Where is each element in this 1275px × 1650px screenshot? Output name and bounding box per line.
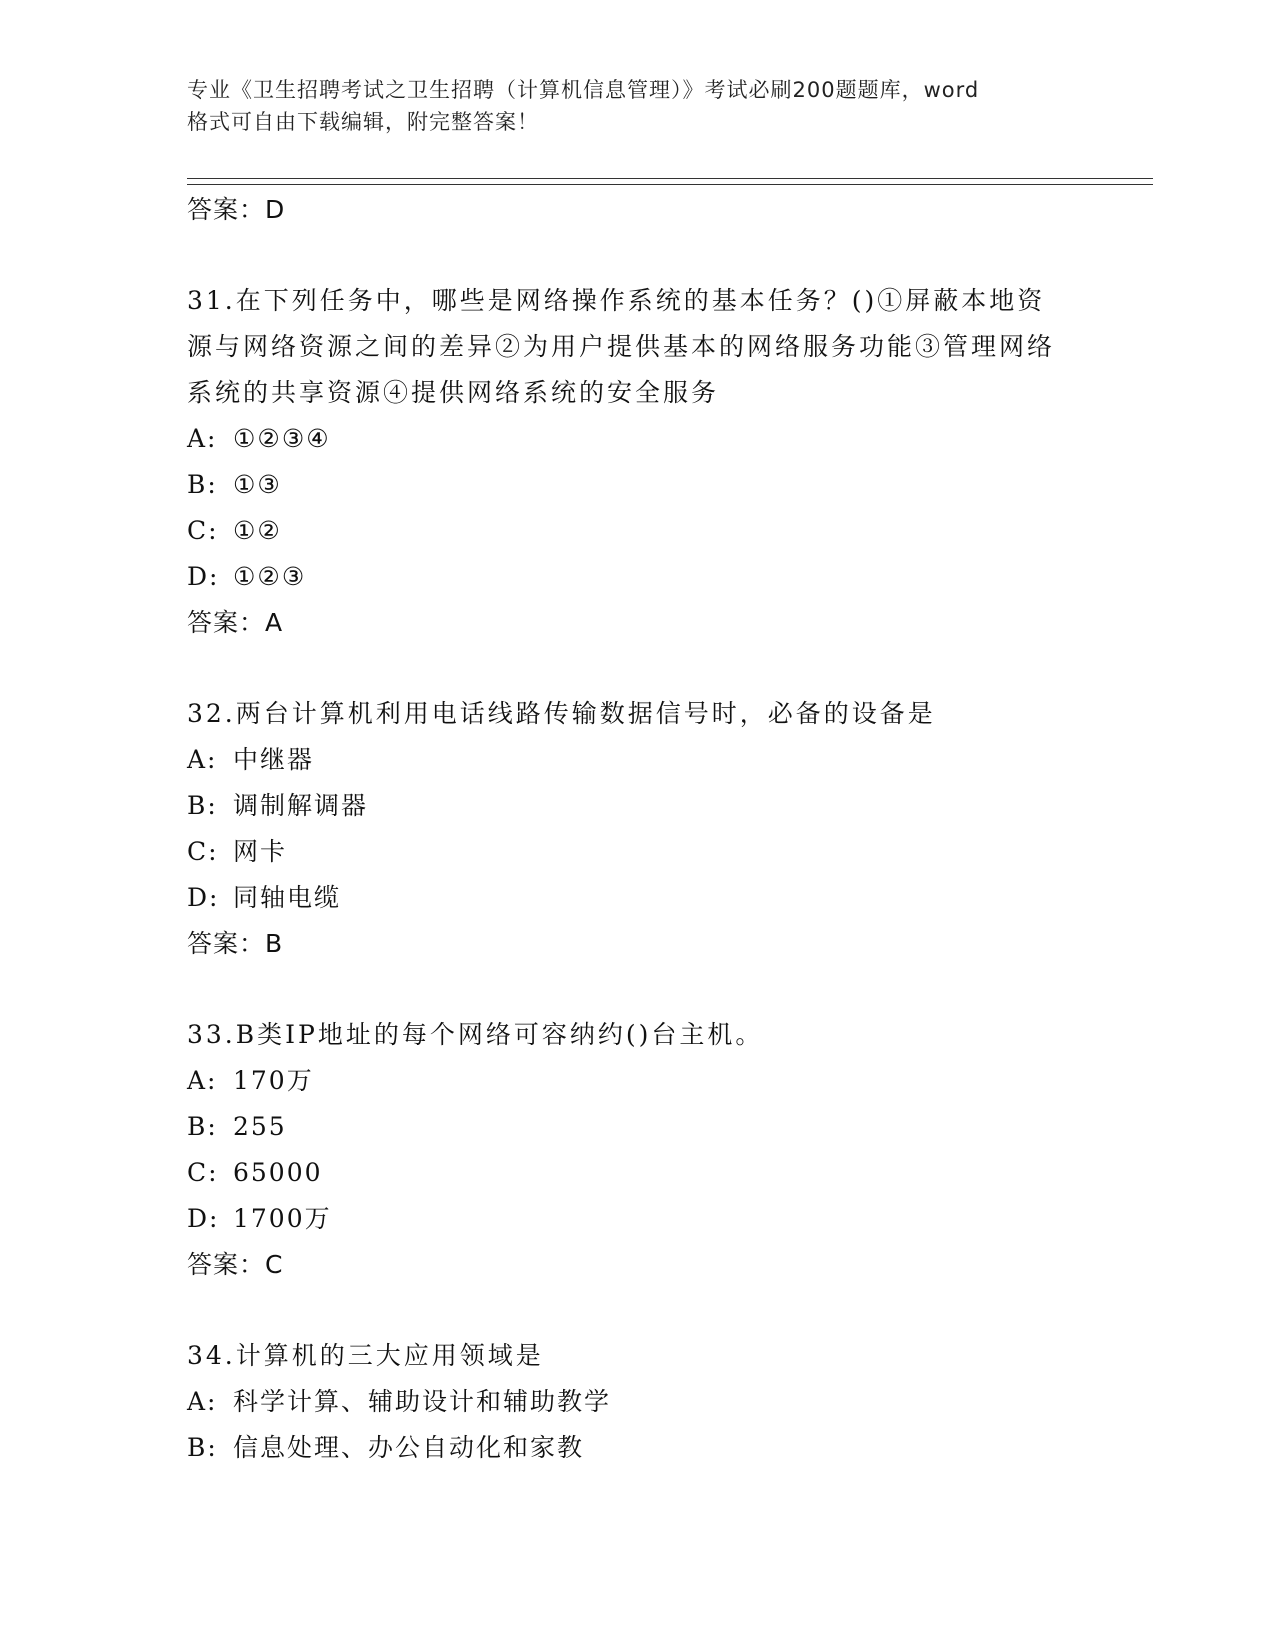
question-list (187, 187, 1107, 1471)
option-letter: B: (187, 791, 218, 820)
previous-answer: 答案：D (187, 195, 286, 224)
option-text: 1700万 (233, 1204, 332, 1233)
question-text: 32.两台计算机利用电话线路传输数据信号时，必备的设备是 (187, 699, 936, 728)
header-title-line-2: 格式可自由下载编辑，附完整答案！ (187, 110, 539, 134)
header-divider-top (187, 178, 1153, 179)
answer-line: 答案：C (187, 1250, 284, 1279)
option-letter: D: (187, 562, 220, 591)
document-header (187, 74, 1087, 138)
question-block (187, 691, 1107, 967)
option-c (187, 508, 1107, 554)
option-text: 科学计算、辅助设计和辅助教学 (233, 1387, 612, 1416)
option-letter: C: (187, 516, 219, 545)
answer-line: 答案：B (187, 929, 284, 958)
option-letter: C: (187, 1158, 219, 1187)
option-text: ①② (233, 516, 282, 545)
option-letter: C: (187, 837, 219, 866)
option-text: 信息处理、办公自动化和家教 (233, 1433, 585, 1462)
question-text: 31.在下列任务中，哪些是网络操作系统的基本任务？()①屏蔽本地资源与网络资源之间的差异②为用户提供基本的网络服务功能③管理网络系统的共享资源④提供网络系统的安全服务 (187, 286, 1056, 407)
question-block (187, 1333, 1107, 1471)
option-letter: D: (187, 883, 220, 912)
option-text: 65000 (233, 1158, 323, 1187)
question-block (187, 278, 1107, 646)
option-letter: B: (187, 1433, 218, 1462)
option-text: 中继器 (233, 745, 315, 774)
option-text: 调制解调器 (233, 791, 369, 820)
option-text: 网卡 (233, 837, 288, 866)
option-text: ①②③④ (233, 424, 331, 453)
option-text: ①③ (233, 470, 282, 499)
question-block (187, 1012, 1107, 1288)
option-letter: B: (187, 470, 218, 499)
option-letter: A: (187, 424, 218, 453)
option-c (187, 1150, 1107, 1196)
option-text: 同轴电缆 (233, 883, 342, 912)
option-text: 255 (233, 1112, 287, 1141)
header-divider-bottom (187, 184, 1153, 185)
option-letter: D: (187, 1204, 220, 1233)
option-letter: A: (187, 1387, 218, 1416)
option-c (187, 829, 1107, 875)
option-letter: A: (187, 745, 218, 774)
option-letter: B: (187, 1112, 218, 1141)
option-d (187, 875, 1107, 921)
option-b (187, 783, 1107, 829)
option-d (187, 1196, 1107, 1242)
option-a (187, 1379, 1107, 1425)
answer-line: 答案：A (187, 608, 284, 637)
question-text: 33.B类IP地址的每个网络可容纳约()台主机。 (187, 1020, 764, 1049)
option-d (187, 554, 1107, 600)
question-text: 34.计算机的三大应用领域是 (187, 1341, 544, 1370)
option-b (187, 462, 1107, 508)
option-a (187, 1058, 1107, 1104)
option-a (187, 416, 1107, 462)
option-a (187, 737, 1107, 783)
option-b (187, 1104, 1107, 1150)
option-letter: A: (187, 1066, 218, 1095)
option-b (187, 1425, 1107, 1471)
header-title-line-1: 专业《卫生招聘考试之卫生招聘（计算机信息管理）》考试必刷200题题库，word (187, 78, 980, 102)
option-text: 170万 (233, 1066, 314, 1095)
option-text: ①②③ (233, 562, 307, 591)
